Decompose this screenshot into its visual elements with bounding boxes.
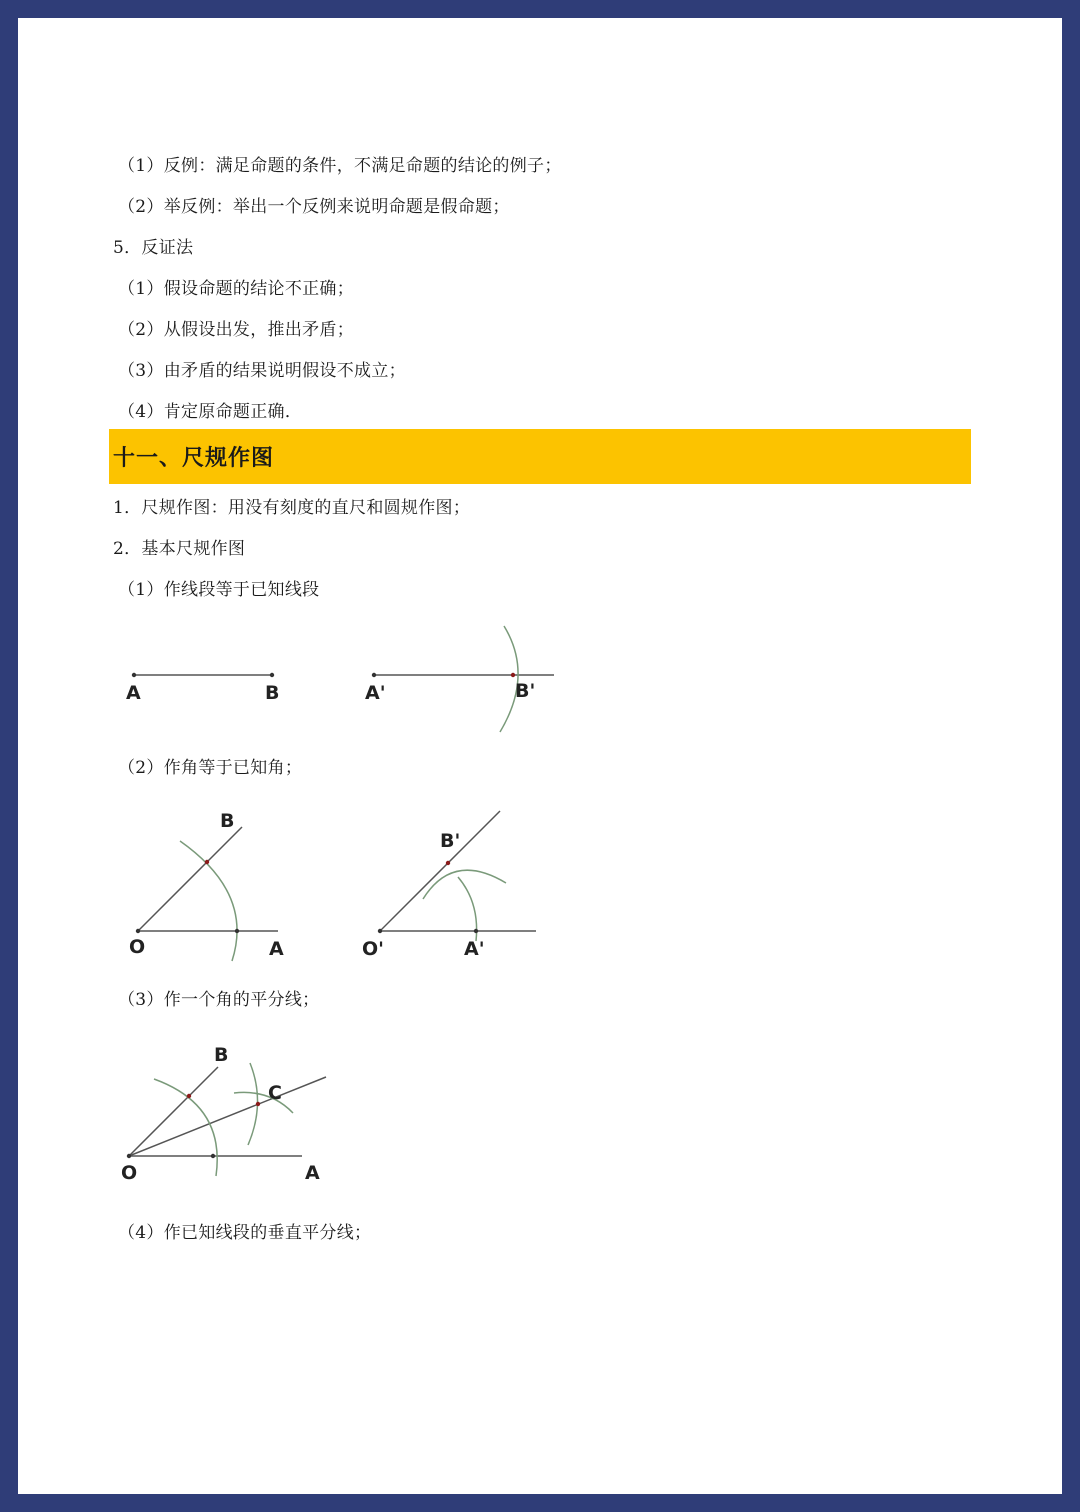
arc-point-b <box>205 860 209 864</box>
basic-constructions-title: 2．基本尺规作图 <box>113 539 246 559</box>
label-a: A <box>126 682 141 704</box>
point-c <box>256 1102 260 1106</box>
point-b <box>270 673 274 677</box>
angle-arc <box>180 841 237 961</box>
arc-point-a <box>235 929 239 933</box>
segment-copy-figure <box>118 618 578 738</box>
point-a-prime <box>474 929 478 933</box>
angle-copy-figure <box>118 803 558 978</box>
counterexample-giving: （2）举反例：举出一个反例来说明命题是假命题； <box>118 197 510 217</box>
label-a: A <box>305 1162 320 1184</box>
label-b-prime: B' <box>515 680 536 702</box>
ray-ob <box>138 827 242 931</box>
contradiction-step-1: （1）假设命题的结论不正确； <box>118 279 355 299</box>
vertex-o <box>136 929 140 933</box>
center-arc <box>154 1079 217 1176</box>
label-o: O <box>129 936 146 958</box>
label-a-prime: A' <box>365 682 386 704</box>
contradiction-step-3: （3）由矛盾的结果说明假设不成立； <box>118 361 406 381</box>
vertex-o <box>127 1154 131 1158</box>
label-b-prime: B' <box>440 830 461 852</box>
label-c: C <box>268 1082 282 1104</box>
arc-point-b <box>187 1094 191 1098</box>
label-o: O <box>121 1162 138 1184</box>
proof-by-contradiction-title: 5．反证法 <box>113 238 194 258</box>
vertex-o-prime <box>378 929 382 933</box>
label-o-prime: O' <box>362 938 384 960</box>
construction-4-title: （4）作已知线段的垂直平分线； <box>118 1223 372 1243</box>
contradiction-step-4: （4）肯定原命题正确． <box>118 402 303 422</box>
label-a: A <box>269 938 284 960</box>
label-b: B <box>214 1044 229 1066</box>
label-b: B <box>220 810 235 832</box>
ray-o-prime-b-prime <box>380 811 500 931</box>
construction-2-title: （2）作角等于已知角； <box>118 758 303 778</box>
ray-ob <box>129 1067 218 1156</box>
contradiction-step-2: （2）从假设出发，推出矛盾； <box>118 320 355 340</box>
point-a <box>132 673 136 677</box>
point-b-prime <box>446 861 450 865</box>
label-a-prime: A' <box>464 938 485 960</box>
section-heading-band <box>109 429 971 484</box>
arc-point-a <box>211 1154 215 1158</box>
construction-1-title: （1）作线段等于已知线段 <box>118 580 320 600</box>
counterexample-definition: （1）反例：满足命题的条件，不满足命题的结论的例子； <box>118 156 562 176</box>
angle-bisector-figure <box>118 1033 348 1193</box>
point-a-prime <box>372 673 376 677</box>
point-b-prime <box>511 673 515 677</box>
label-b: B <box>265 682 280 704</box>
construction-3-title: （3）作一个角的平分线； <box>118 990 320 1010</box>
compass-definition: 1．尺规作图：用没有刻度的直尺和圆规作图； <box>113 498 471 518</box>
compass-arc <box>500 626 518 732</box>
bisector-ray-oc <box>129 1077 326 1156</box>
document-page <box>18 18 1062 1494</box>
section-heading: 十一、尺规作图 <box>113 446 275 471</box>
